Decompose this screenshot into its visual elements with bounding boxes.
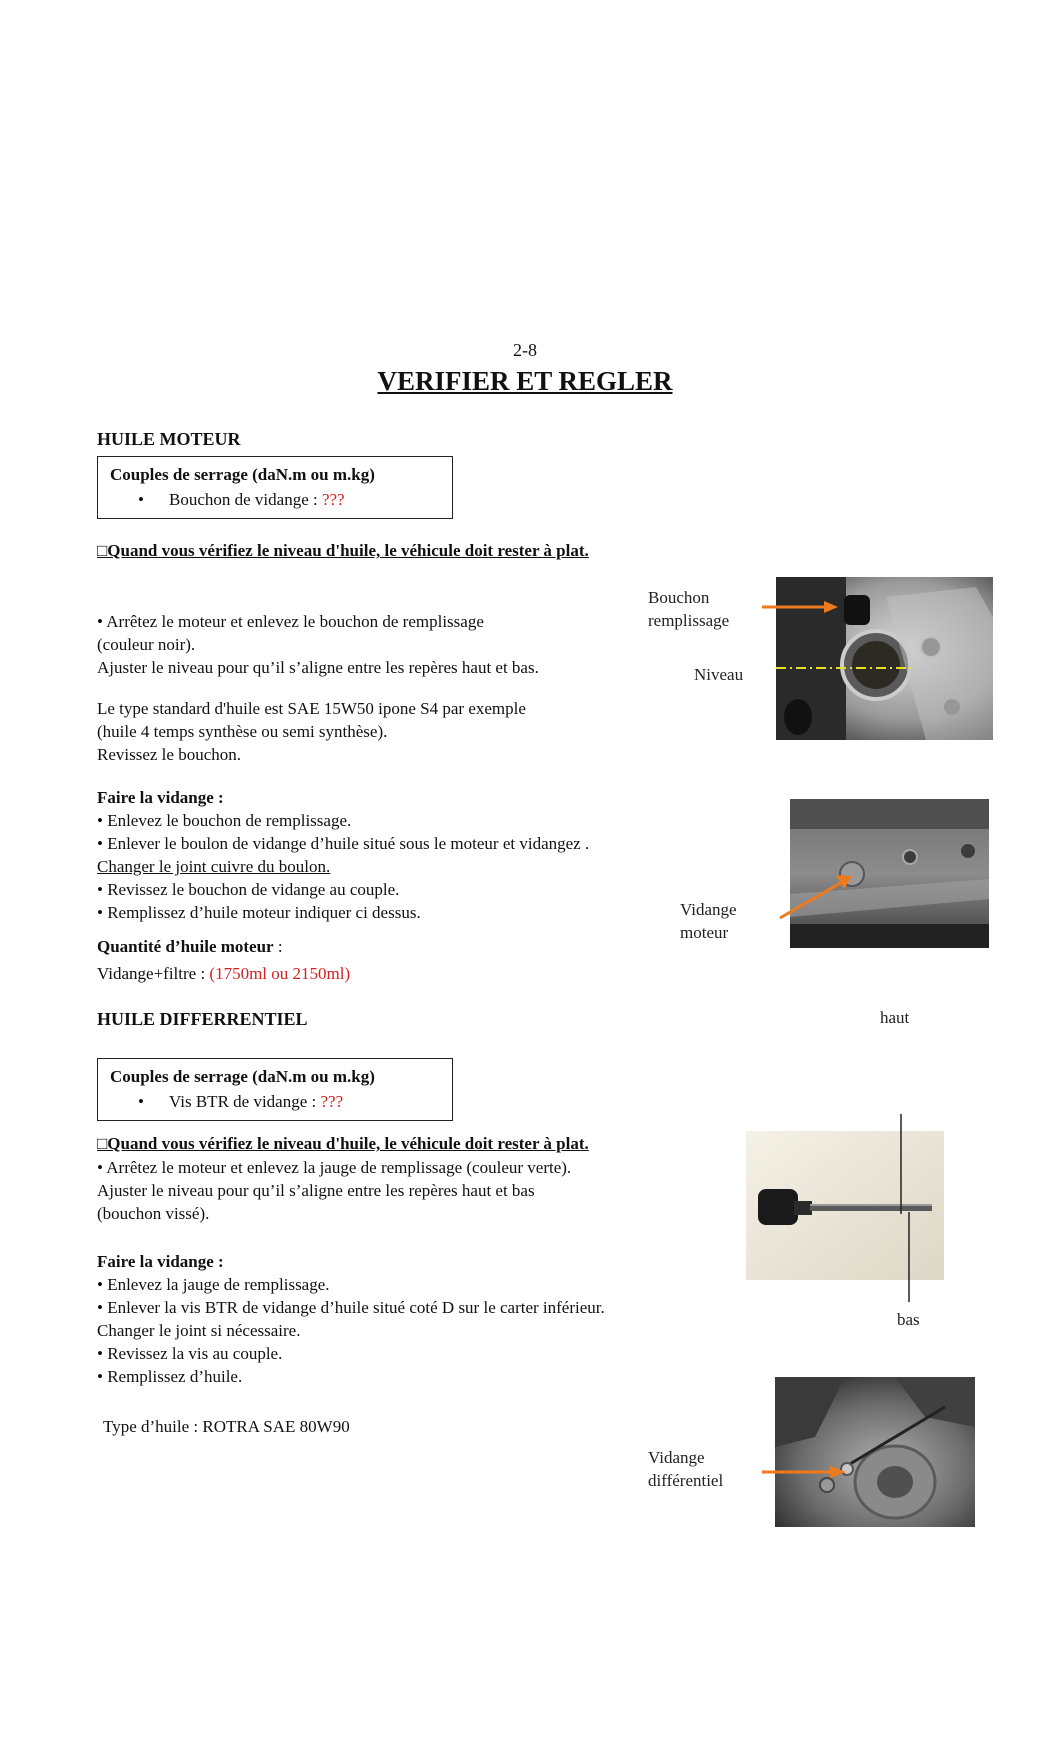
- check-line: • Arrêtez le moteur et enlevez la jauge de remplissage (couleur verte).: [97, 1158, 572, 1177]
- drain-line: • Revissez le bouchon de vidange au couple.: [97, 880, 400, 899]
- oil-type-differential: Type d’huile : ROTRA SAE 80W90: [103, 1417, 350, 1436]
- drain-line: • Remplissez d’huile moteur indiquer ci dessus.: [97, 903, 421, 922]
- torque-box-title: Couples de serrage (daN.m ou m.kg): [110, 465, 375, 484]
- torque-item-value: ???: [320, 1092, 344, 1111]
- section-heading-differential: HUILE DIFFERRENTIEL: [97, 1009, 308, 1029]
- arrow-engine-drain: [776, 870, 856, 922]
- quantity-colon: :: [273, 937, 283, 956]
- drain-line: Changer le joint si nécessaire.: [97, 1321, 301, 1340]
- drain-line: • Enlever la vis BTR de vidange d’huile situé coté D sur le carter inférieur.: [97, 1298, 605, 1317]
- torque-box-differential: [97, 1058, 453, 1121]
- label-dipstick-bottom: bas: [897, 1310, 920, 1329]
- drain-text-differential: [97, 1250, 605, 1388]
- check-text-engine: [97, 610, 539, 679]
- level-notice-engine: □Quand vous vérifiez le niveau d'huile, le véhicule doit rester à plat.: [97, 541, 589, 560]
- label-differential-drain: Vidange différentiel: [648, 1448, 724, 1490]
- level-line: [776, 664, 916, 672]
- page-title: VERIFIER ET REGLER: [377, 366, 673, 396]
- drain-line: • Revissez la vis au couple.: [97, 1344, 283, 1363]
- label-dipstick-top: haut: [880, 1008, 910, 1027]
- oil-type-text-engine: [97, 697, 526, 766]
- drain-line: • Enlever le boulon de vidange d’huile situé sous le moteur et vidangez .: [97, 834, 590, 853]
- bullet-dot: •: [138, 1092, 144, 1111]
- check-line: • Arrêtez le moteur et enlevez le bouchon de remplissage: [97, 612, 484, 631]
- check-line: (couleur noir).: [97, 635, 196, 654]
- torque-box-title: Couples de serrage (daN.m ou m.kg): [110, 1067, 375, 1086]
- page-number: 2-8: [513, 340, 537, 360]
- oil-quantity-heading: [97, 935, 283, 958]
- check-line: Ajuster le niveau pour qu’il s’aligne entre les repères haut et bas: [97, 1181, 535, 1200]
- torque-box-engine: [97, 456, 453, 519]
- bullet-dot: •: [138, 490, 144, 509]
- label-level: Niveau: [694, 665, 744, 684]
- torque-box-item: [138, 488, 345, 511]
- torque-item-value: ???: [321, 490, 345, 509]
- arrow-differential-drain: [760, 1463, 850, 1481]
- drain-line: • Enlevez la jauge de remplissage.: [97, 1275, 330, 1294]
- torque-item-label: Vis BTR de vidange :: [169, 1092, 321, 1111]
- oil-quantity-value: [97, 962, 350, 985]
- drain-heading: Faire la vidange :: [97, 1252, 224, 1271]
- type-line: Revissez le bouchon.: [97, 745, 241, 764]
- quantity-label: Vidange+filtre :: [97, 964, 210, 983]
- quantity-heading: Quantité d’huile moteur: [97, 937, 274, 956]
- type-line: (huile 4 temps synthèse ou semi synthèse).: [97, 722, 388, 741]
- torque-item-label: Bouchon de vidange :: [169, 490, 322, 509]
- arrow-filler-cap: [760, 597, 840, 615]
- section-heading-engine-oil: HUILE MOTEUR: [97, 429, 241, 449]
- drain-underlined-line: Changer le joint cuivre du boulon.: [97, 857, 331, 876]
- check-line: Ajuster le niveau pour qu’il s’aligne entre les repères haut et bas.: [97, 658, 539, 677]
- check-text-differential: [97, 1156, 571, 1225]
- label-filler-cap: Bouchon remplissage: [648, 588, 730, 630]
- drain-text-engine: [97, 786, 589, 924]
- torque-box-item: [138, 1090, 344, 1113]
- label-engine-drain: Vidange moteur: [680, 900, 737, 942]
- dipstick-marker-lines: [895, 1114, 915, 1304]
- drain-line: • Enlevez le bouchon de remplissage.: [97, 811, 352, 830]
- type-line: Le type standard d'huile est SAE 15W50 ipone S4 par exemple: [97, 699, 526, 718]
- drain-heading: Faire la vidange :: [97, 788, 224, 807]
- drain-line: • Remplissez d’huile.: [97, 1367, 243, 1386]
- check-line: (bouchon vissé).: [97, 1204, 210, 1223]
- level-notice-differential: □Quand vous vérifiez le niveau d'huile, le véhicule doit rester à plat.: [97, 1134, 589, 1153]
- photo-differential-drain: [775, 1377, 975, 1527]
- quantity-value: (1750ml ou 2150ml): [209, 964, 351, 983]
